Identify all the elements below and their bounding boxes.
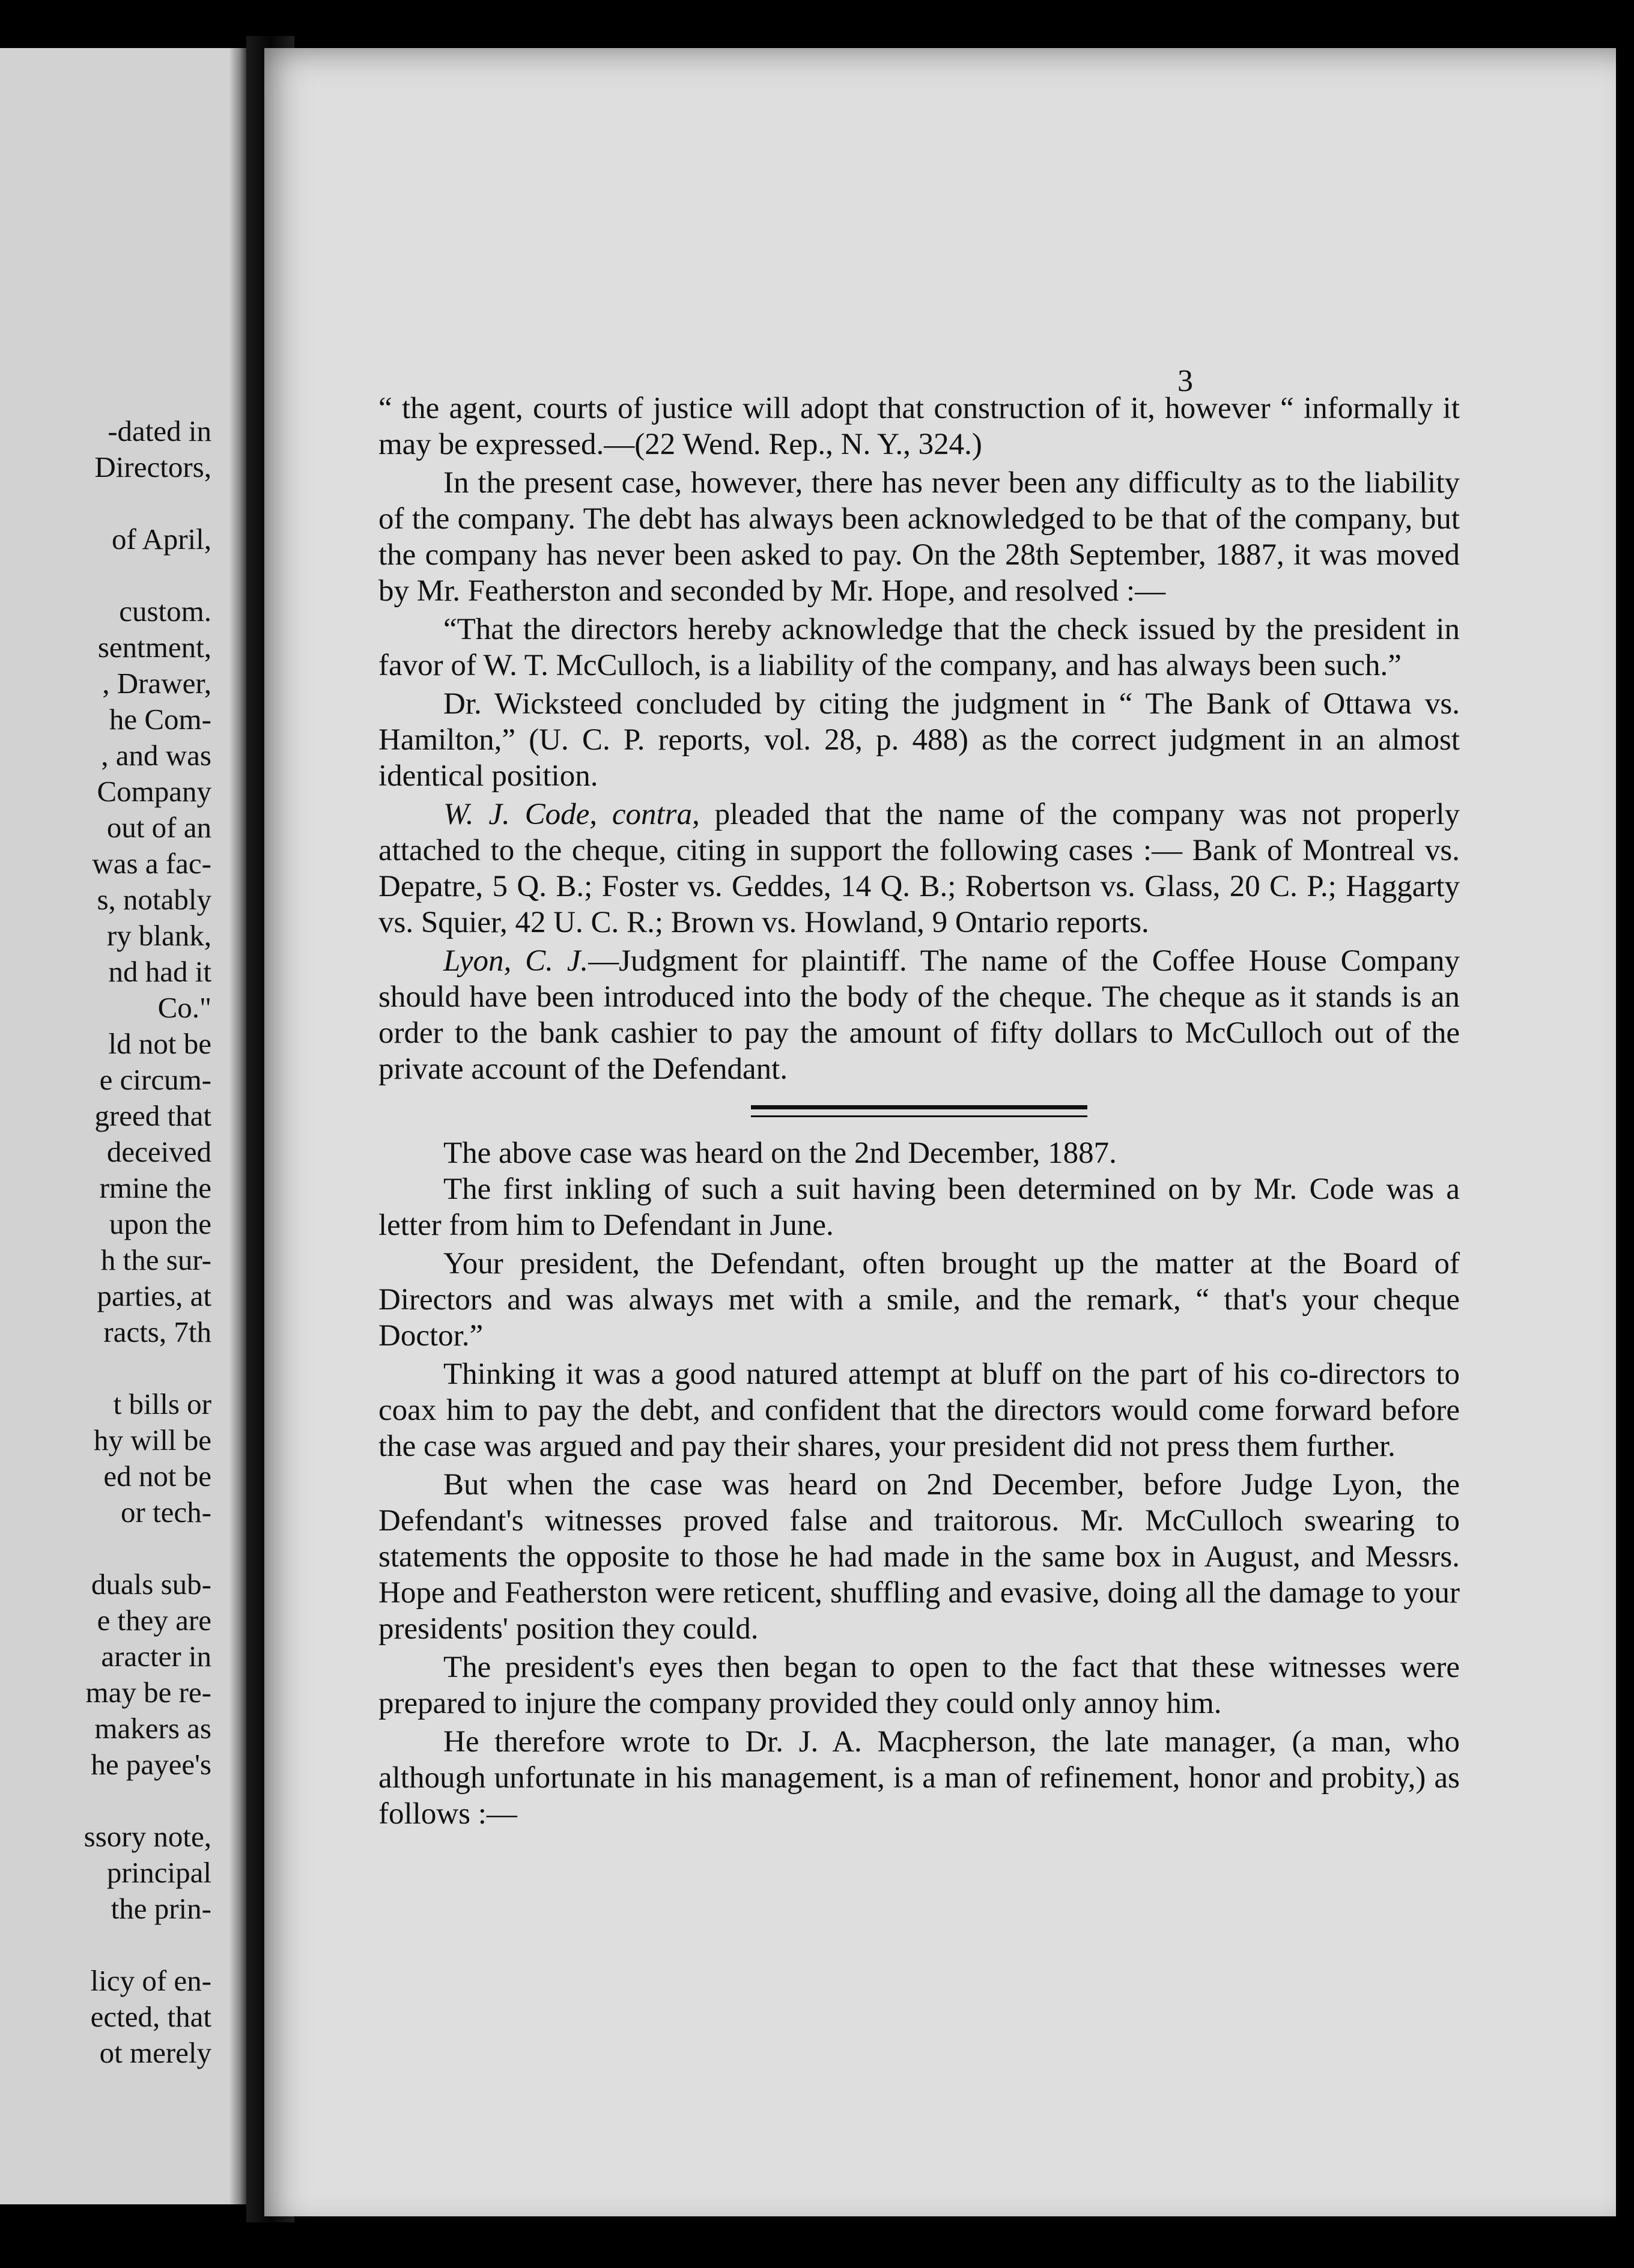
paragraph-witnesses: But when the case was heard on 2nd December, before Judge Lyon, the Defendant's witnesses proved false and traitorous. Mr. McCulloch swearing to statements the opposite to those he had made in the same box in August, and Messrs. Hope and Featherston were reticent, shuffling and evasive, doing all the damage to your presidents' position they could. (378, 1468, 1460, 1646)
facing-page-line: ssory note, (84, 1820, 211, 1853)
facing-page-line: may be re- (85, 1676, 211, 1709)
paragraph-wicksteed: Dr. Wicksteed concluded by citing the judgment in “ The Bank of Ottawa vs. Hamilton,” (U. C. P. reports, vol. 28, p. 488) as the correct judgment in an almost identical position. (378, 687, 1460, 793)
facing-page-line: ry blank, (106, 919, 211, 952)
facing-page-line: makers as (94, 1712, 211, 1745)
paragraph-bluff: Thinking it was a good natured attempt at bluff on the part of his co-directors to coax him to pay the debt, and confident that the directors would come forward before the case was argued and pay their shares, your president did not press them further. (378, 1357, 1460, 1463)
page-body (378, 390, 1460, 1832)
facing-page-line: ot merely (99, 2036, 211, 2069)
resolution-quote: “That the directors hereby acknowledge that the check issued by the president in favor of W. T. McCulloch, is a liability of the company, and has always been such.” (378, 613, 1460, 682)
counsel-name: W. J. Code, contra, (443, 798, 700, 831)
facing-page-line (0, 1783, 211, 1819)
facing-page-text (0, 413, 211, 2071)
facing-page-line: ed not be (103, 1460, 211, 1493)
facing-page-line: principal (106, 1856, 211, 1889)
facing-page-line: Directors, (94, 450, 211, 484)
facing-page-line: t bills or (113, 1387, 211, 1421)
page-fold-shadow (229, 48, 246, 2204)
facing-page-line: was a fac- (92, 847, 211, 880)
facing-page-line: out of an (106, 811, 211, 844)
paragraph-eyes-open: The president's eyes then began to open to the fact that these witnesses were prepared to injure the company provided they could only annoy him. (378, 1651, 1460, 1720)
quote-continuation: “ the agent, courts of justice will adopt that construction of it, however “ informally it may be expressed.—(22 Wend. Rep., N. Y., 324.) (378, 392, 1460, 461)
facing-page-line: Company (97, 775, 211, 808)
facing-page-line: sentment, (97, 631, 211, 664)
section-divider (751, 1105, 1087, 1117)
paragraph-hearing-date: The above case was heard on the 2nd December, 1887. (443, 1136, 1117, 1170)
paragraph-liability: In the present case, however, there has never been any difficulty as to the liability of the company. The debt has always been acknowledged to be that of the company, but the company has never been asked to pay. On the 28th September, 1887, it was moved by Mr. Featherston and seconded by Mr. Hope, and resolved :— (378, 466, 1460, 608)
paragraph-code-contra (378, 796, 1460, 941)
facing-page-line: of April, (111, 523, 211, 556)
facing-page-line: , Drawer, (102, 667, 211, 700)
code-contra-text: pleaded that the name of the company was not properly attached to the cheque, citing in support the following cases :— Bank of Montreal vs. Depatre, 5 Q. B.; Foster vs. Geddes, 14 Q. B.; Robertson vs. Glass, 20 C. P.; Haggarty vs. Squier, 42 U. C. R.; Brown vs. Howland, 9 Ontario reports. (378, 798, 1460, 939)
page-number: 3 (1177, 364, 1193, 398)
paragraph-judgment (378, 943, 1460, 1087)
facing-page-line: hy will be (94, 1424, 211, 1457)
paragraph-first-inkling: The first inkling of such a suit having been determined on by Mr. Code was a letter from him to Defendant in June. (378, 1172, 1460, 1242)
facing-page-line (0, 1530, 211, 1566)
facing-page-line: e circum- (99, 1063, 211, 1096)
facing-page-line: s, notably (97, 883, 211, 916)
judgment-text: —Judgment for plaintiff. The name of the Coffee House Company should have been introduced into the body of the cheque. The cheque as it stands is an order to the bank cashier to pay the amount of fifty dollars to McCulloch out of the private account of the Defendant. (378, 944, 1460, 1086)
paragraph-president: Your president, the Defendant, often brought up the matter at the Board of Directors and was always met with a smile, and the remark, “ that's your cheque Doctor.” (378, 1247, 1460, 1353)
facing-page-line: nd had it (108, 955, 211, 988)
facing-page-line: , and was (101, 739, 211, 772)
facing-page-line: rmine the (99, 1171, 211, 1204)
facing-page-line: the prin- (111, 1892, 211, 1925)
facing-page-line: parties, at (97, 1279, 211, 1312)
facing-page-line (0, 557, 211, 593)
judge-name: Lyon, C. J. (443, 944, 589, 978)
facing-page-line: -dated in (108, 414, 211, 447)
facing-page-line: deceived (106, 1135, 211, 1168)
facing-page-line: ld not be (108, 1027, 211, 1060)
facing-page-line: or tech- (121, 1496, 211, 1529)
paragraph-letter: He therefore wrote to Dr. J. A. Macpherson, the late manager, (a man, who although unfortunate in his management, is a man of refinement, honor and probity,) as follows :— (378, 1725, 1460, 1831)
facing-page-line: he Com- (109, 703, 211, 736)
facing-page-line: he payee's (91, 1748, 211, 1781)
facing-page-line: greed that (94, 1099, 211, 1132)
facing-page-line: duals sub- (91, 1568, 211, 1601)
facing-page-line: licy of en- (90, 1964, 211, 1997)
facing-page (0, 48, 246, 2204)
facing-page-line: e they are (97, 1604, 211, 1637)
facing-page-line: h the sur- (100, 1243, 211, 1276)
facing-page-line: ected, that (90, 2000, 211, 2033)
facing-page-line (0, 485, 211, 521)
facing-page-line: aracter in (101, 1640, 211, 1673)
facing-page-line (0, 1927, 211, 1963)
facing-page-line (0, 1350, 211, 1386)
facing-page-line: custom. (119, 595, 211, 628)
facing-page-line: Co." (157, 991, 211, 1024)
facing-page-line: upon the (109, 1207, 211, 1240)
facing-page-line: racts, 7th (103, 1315, 211, 1348)
